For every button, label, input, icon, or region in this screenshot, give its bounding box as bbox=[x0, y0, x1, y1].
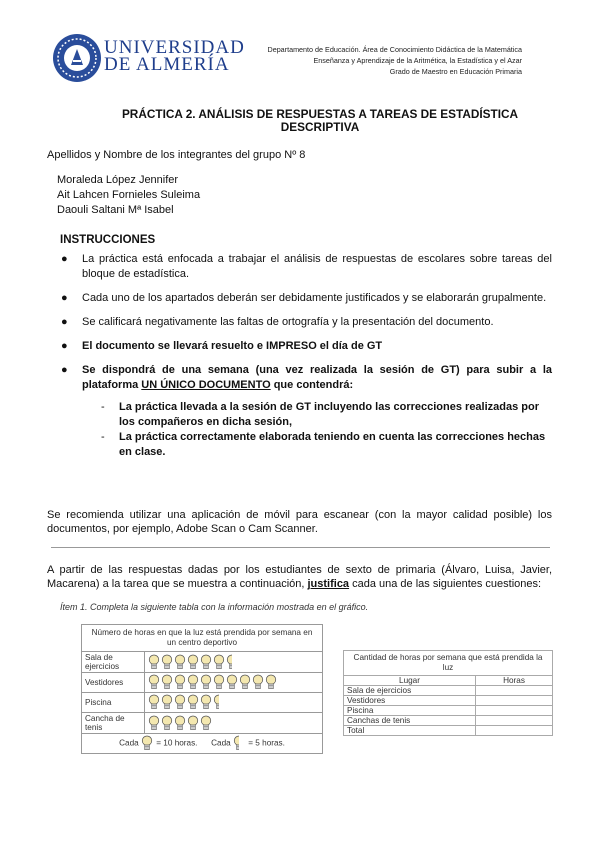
hours-cell[interactable] bbox=[476, 696, 553, 706]
dept-line-2: Enseñanza y Aprendizaje de la Aritmética, la Estadística y el Azar bbox=[313, 56, 522, 65]
half-bulb-icon bbox=[213, 698, 226, 707]
instruction-item: ● El documento se llevará resuelto e IMPRESO el día de GT bbox=[61, 340, 383, 352]
pictogram-legend bbox=[82, 734, 323, 754]
sub-item: - La práctica llevada a la sesión de GT incluyendo las correcciones realizadas por los compañeros en dicha sesión, bbox=[101, 401, 540, 428]
full-bulb-icon bbox=[187, 678, 200, 687]
hours-cell[interactable] bbox=[476, 716, 553, 726]
col-header-horas: Horas bbox=[476, 676, 553, 686]
title-line-2: DESCRIPTIVA bbox=[280, 120, 360, 134]
full-bulb-icon bbox=[200, 657, 213, 666]
member-name: Ait Lahcen Fornieles Suleima bbox=[57, 189, 201, 201]
full-bulb-icon bbox=[239, 678, 252, 687]
full-bulb-icon bbox=[265, 678, 278, 687]
task-text: A partir de las respuestas dadas por los estudiantes de sexto de primaria (Álvaro, Luisa, Javier, Macarena) a la tarea que se muestra a continuación, bbox=[47, 564, 552, 590]
full-bulb-icon bbox=[141, 739, 154, 748]
half-bulb-icon bbox=[233, 739, 246, 748]
full-bulb-icon bbox=[148, 698, 161, 707]
hours-cell[interactable] bbox=[476, 706, 553, 716]
instructions-list bbox=[55, 252, 552, 460]
full-bulb-icon bbox=[200, 678, 213, 687]
title-line-1: PRÁCTICA 2. ANÁLISIS DE RESPUESTAS A TAREAS DE ESTADÍSTICA bbox=[121, 107, 519, 121]
legend-value: = 5 horas. bbox=[248, 738, 285, 748]
divider bbox=[51, 547, 550, 548]
full-bulb-icon bbox=[200, 718, 213, 727]
full-bulb-icon bbox=[213, 678, 226, 687]
instruction-text: que contendrá: bbox=[270, 379, 354, 391]
hours-cell[interactable] bbox=[476, 686, 553, 696]
row-place: Vestidores bbox=[344, 696, 476, 706]
sub-item: - La práctica correctamente elaborada teniendo en cuenta las correcciones hechas en clase. bbox=[101, 431, 546, 458]
full-bulb-icon bbox=[200, 698, 213, 707]
full-bulb-icon bbox=[252, 678, 265, 687]
task-statement bbox=[47, 563, 552, 591]
full-bulb-icon bbox=[148, 657, 161, 666]
table-row bbox=[344, 726, 553, 736]
row-label: Piscina bbox=[82, 693, 145, 713]
full-bulb-icon bbox=[213, 657, 226, 666]
pictogram-header: Número de horas en que la luz está prendida por semana en un centro deportivo bbox=[82, 625, 323, 652]
recommendation: Se recomienda utilizar una aplicación de móvil para escanear (con la mayor calidad posible) los documentos, por ejemplo, Adobe Scan o Cam Scanner. bbox=[47, 509, 552, 535]
bulb-cell bbox=[145, 713, 323, 734]
bulb-cell bbox=[145, 652, 323, 673]
pictogram-row bbox=[82, 713, 323, 734]
row-label: Sala de ejercicios bbox=[82, 652, 145, 673]
instruction-text: Se dispondrá de una semana (una vez realizada la sesión de GT) para subir a la plataforma bbox=[82, 364, 552, 391]
hours-cell[interactable] bbox=[476, 726, 553, 736]
task-keyword: justifica bbox=[307, 578, 350, 590]
full-bulb-icon bbox=[161, 678, 174, 687]
instruction-text: El documento se llevará resuelto e IMPRESO el día de GT bbox=[82, 340, 383, 352]
full-bulb-icon bbox=[174, 698, 187, 707]
full-bulb-icon bbox=[161, 718, 174, 727]
full-bulb-icon bbox=[187, 718, 200, 727]
instruction-text: La práctica está enfocada a trabajar el análisis de respuestas de escolares sobre tareas del bloque de estadística. bbox=[82, 253, 552, 280]
item-1-label: Ítem 1. Completa la siguiente tabla con la información mostrada en el gráfico. bbox=[60, 602, 369, 612]
full-bulb-icon bbox=[148, 678, 161, 687]
row-place: Piscina bbox=[344, 706, 476, 716]
full-bulb-icon bbox=[161, 698, 174, 707]
legend-value: = 10 horas. bbox=[156, 738, 198, 748]
row-label: Vestidores bbox=[82, 673, 145, 693]
answer-table-caption: Cantidad de horas por semana que está prendida la luz bbox=[344, 651, 553, 676]
instruction-text: Se calificará negativamente las faltas de ortografía y la presentación del documento. bbox=[82, 316, 494, 328]
instruction-item: ● Se dispondrá de una semana (una vez realizada la sesión de GT) para subir a la plataforma UN ÚNICO DOCUMENTO que contendrá: bbox=[61, 364, 552, 391]
instruction-item: ● Cada uno de los apartados deberán ser debidamente justificados y se elaborarán grupalmente. bbox=[61, 292, 547, 304]
dept-line-1: Departamento de Educación. Área de Conocimiento Didáctica de la Matemática bbox=[267, 45, 522, 54]
members-list bbox=[57, 173, 200, 218]
instruction-text: Cada uno de los apartados deberán ser debidamente justificados y se elaborarán grupalmente. bbox=[82, 292, 547, 304]
instructions-heading: INSTRUCCIONES bbox=[60, 234, 156, 246]
underlined-text: UN ÚNICO DOCUMENTO bbox=[141, 379, 271, 391]
sub-list bbox=[101, 400, 552, 460]
pictogram-row bbox=[82, 652, 323, 673]
pictogram-table bbox=[81, 624, 323, 754]
document-title bbox=[60, 108, 580, 134]
pictogram-row bbox=[82, 693, 323, 713]
sub-item-text: La práctica llevada a la sesión de GT incluyendo las correcciones realizadas por los compañeros en dicha sesión, bbox=[119, 401, 540, 428]
full-bulb-icon bbox=[174, 657, 187, 666]
sub-item-text: La práctica correctamente elaborada teniendo en cuenta las correcciones hechas en clase. bbox=[119, 431, 546, 458]
row-place: Canchas de tenis bbox=[344, 716, 476, 726]
half-bulb-icon bbox=[226, 657, 239, 666]
legend-label: Cada bbox=[211, 738, 231, 748]
pictogram-row bbox=[82, 673, 323, 693]
col-header-lugar: Lugar bbox=[344, 676, 476, 686]
full-bulb-icon bbox=[187, 698, 200, 707]
bulb-cell bbox=[145, 693, 323, 713]
instruction-item: ● La práctica está enfocada a trabajar el análisis de respuestas de escolares sobre tareas del bloque de estadística. bbox=[61, 253, 552, 280]
group-label: Apellidos y Nombre de los integrantes del grupo Nº 8 bbox=[47, 149, 306, 161]
full-bulb-icon bbox=[174, 678, 187, 687]
table-row bbox=[344, 716, 553, 726]
table-row bbox=[344, 696, 553, 706]
table-row bbox=[344, 686, 553, 696]
member-name: Moraleda López Jennifer bbox=[57, 174, 179, 186]
logo-line-1: UNIVERSIDAD bbox=[104, 37, 245, 58]
department-info bbox=[202, 44, 522, 77]
instruction-item: ● Se calificará negativamente las faltas de ortografía y la presentación del documento. bbox=[61, 316, 494, 328]
legend-label: Cada bbox=[119, 738, 139, 748]
full-bulb-icon bbox=[187, 657, 200, 666]
member-name: Daouli Saltani Mª Isabel bbox=[57, 204, 174, 216]
full-bulb-icon bbox=[148, 718, 161, 727]
task-text: cada una de las siguientes cuestiones: bbox=[349, 578, 542, 590]
table-row bbox=[344, 706, 553, 716]
dept-line-3: Grado de Maestro en Educación Primaria bbox=[389, 67, 522, 76]
row-place: Sala de ejercicios bbox=[344, 686, 476, 696]
full-bulb-icon bbox=[161, 657, 174, 666]
seal-icon bbox=[52, 31, 104, 85]
full-bulb-icon bbox=[174, 718, 187, 727]
bulb-cell bbox=[145, 673, 323, 693]
full-bulb-icon bbox=[226, 678, 239, 687]
answer-table bbox=[343, 650, 553, 736]
logo-line-2: DE ALMERÍA bbox=[104, 54, 230, 75]
row-place: Total bbox=[344, 726, 476, 736]
row-label: Cancha de tenis bbox=[82, 713, 145, 734]
